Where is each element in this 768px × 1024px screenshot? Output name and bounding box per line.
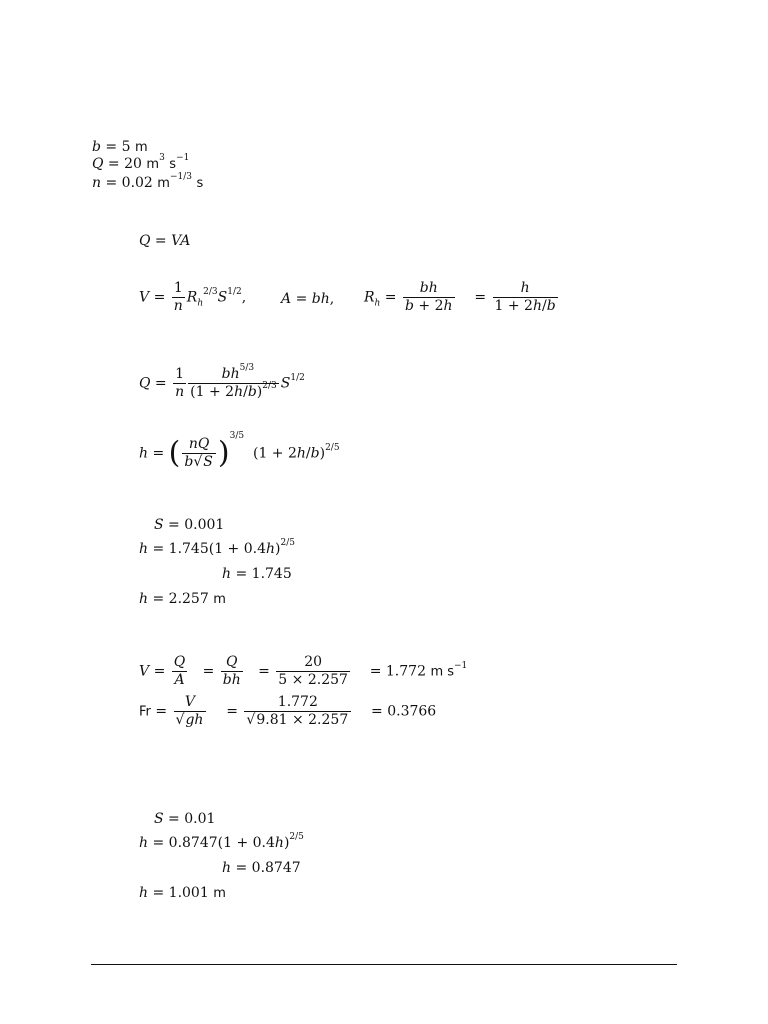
velocity-definition: V = $\frac{1}{n}$ $R_h^{2/3}S^{1/2}$, bbox=[139, 280, 247, 314]
case2-initial-guess: h = 0.8747 bbox=[222, 860, 301, 876]
hydraulic-radius-definition: $R_h$ = $\frac{bh}{b + 2h}$ = $\frac{h}{1 + 2h/b}$ bbox=[364, 280, 556, 314]
case1-depth-result: h = 2.257 m bbox=[139, 591, 226, 607]
case1-velocity: V = $\frac{Q}{A}$ = $\frac{Q}{bh}$ = $\frac{20}{5 \times 2.257}$ = 1.772 m $s^{-1}$ bbox=[139, 654, 468, 688]
case2-slope: S = 0.01 bbox=[154, 811, 216, 827]
case2-iteration: $h = 0.8747(1 + 0.4h)^{2/5}$ bbox=[139, 832, 304, 851]
case1-iteration: $h = 1.745(1 + 0.4h)^{2/5}$ bbox=[139, 538, 295, 557]
given-n: n = 0.02 $m^{-1/3}$ s bbox=[92, 172, 204, 191]
depth-iteration-formula: h = ( $\frac{nQ}{b√S}$ )$^{3/5}$ $(1 + 2h/b)^{2/5}$ bbox=[139, 430, 340, 471]
case1-slope: S = 0.001 bbox=[154, 517, 225, 533]
case1-initial-guess: h = 1.745 bbox=[222, 566, 292, 582]
given-b: b = 5 m bbox=[92, 139, 148, 155]
footer-rule bbox=[91, 964, 677, 965]
area-definition: A = bh, bbox=[281, 291, 335, 307]
given-Q: Q = 20 $m^3$ $s^{-1}$ bbox=[92, 153, 190, 172]
case1-froude: Fr = $\frac{V}{√gh}$ = $\frac{1.772}{√9.81 \times 2.257}$ = 0.3766 bbox=[139, 694, 437, 728]
case2-depth-result: h = 1.001 m bbox=[139, 885, 226, 901]
continuity-equation: Q = VA bbox=[139, 233, 191, 249]
combined-discharge-equation: Q = $\frac{1}{n}$ $\frac{bh^{5/3}}{(1 + 2h/b)^{2/3}}$ $S^{1/2}$ bbox=[139, 363, 305, 400]
